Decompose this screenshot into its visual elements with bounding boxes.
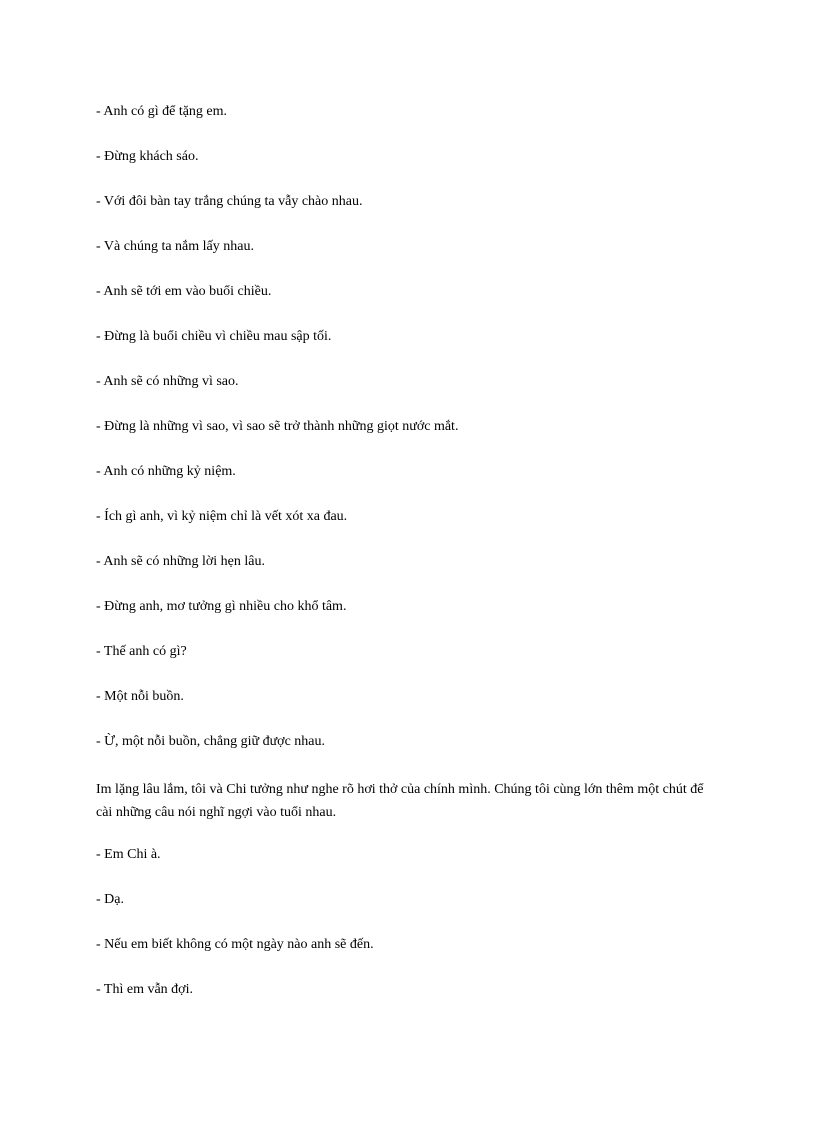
dialogue-line: - Với đôi bàn tay trắng chúng ta vẫy chào nhau. (96, 194, 363, 209)
dialogue-line: - Ích gì anh, vì kỷ niệm chỉ là vết xót xa đau. (96, 509, 348, 524)
dialogue-line: - Em Chi à. (96, 847, 161, 862)
document-body (96, 103, 712, 1026)
dialogue-line: - Thì em vẫn đợi. (96, 982, 193, 997)
dialogue-line: - Dạ. (96, 892, 124, 907)
dialogue-line: - Anh có gì để tặng em. (96, 104, 228, 119)
dialogue-line: - Thế anh có gì? (96, 644, 187, 659)
dialogue-line: - Ừ, một nỗi buồn, chẳng giữ được nhau. (96, 734, 326, 749)
dialogue-line: - Một nỗi buồn. (96, 689, 184, 704)
narrative-paragraph: Im lặng lâu lắm, tôi và Chi tưởng như nghe rõ hơi thở của chính mình. Chúng tôi cùng lớn thêm một chút để cài những câu nói nghĩ ngợi vào tuổi nhau. (96, 782, 704, 820)
dialogue-line: - Đừng là những vì sao, vì sao sẽ trở thành những giọt nước mắt. (96, 419, 459, 434)
dialogue-line: - Anh có những kỷ niệm. (96, 464, 236, 479)
dialogue-line: - Đừng là buổi chiều vì chiều mau sập tối. (96, 329, 332, 344)
dialogue-line: - Đừng anh, mơ tưởng gì nhiều cho khổ tâm. (96, 599, 347, 614)
dialogue-line: - Và chúng ta nắm lấy nhau. (96, 239, 254, 254)
dialogue-line: - Anh sẽ tới em vào buổi chiều. (96, 284, 272, 299)
dialogue-line: - Anh sẽ có những vì sao. (96, 374, 239, 389)
dialogue-line: - Anh sẽ có những lời hẹn lâu. (96, 554, 265, 569)
dialogue-line: - Đừng khách sáo. (96, 149, 199, 164)
dialogue-line: - Nếu em biết không có một ngày nào anh sẽ đến. (96, 937, 374, 952)
